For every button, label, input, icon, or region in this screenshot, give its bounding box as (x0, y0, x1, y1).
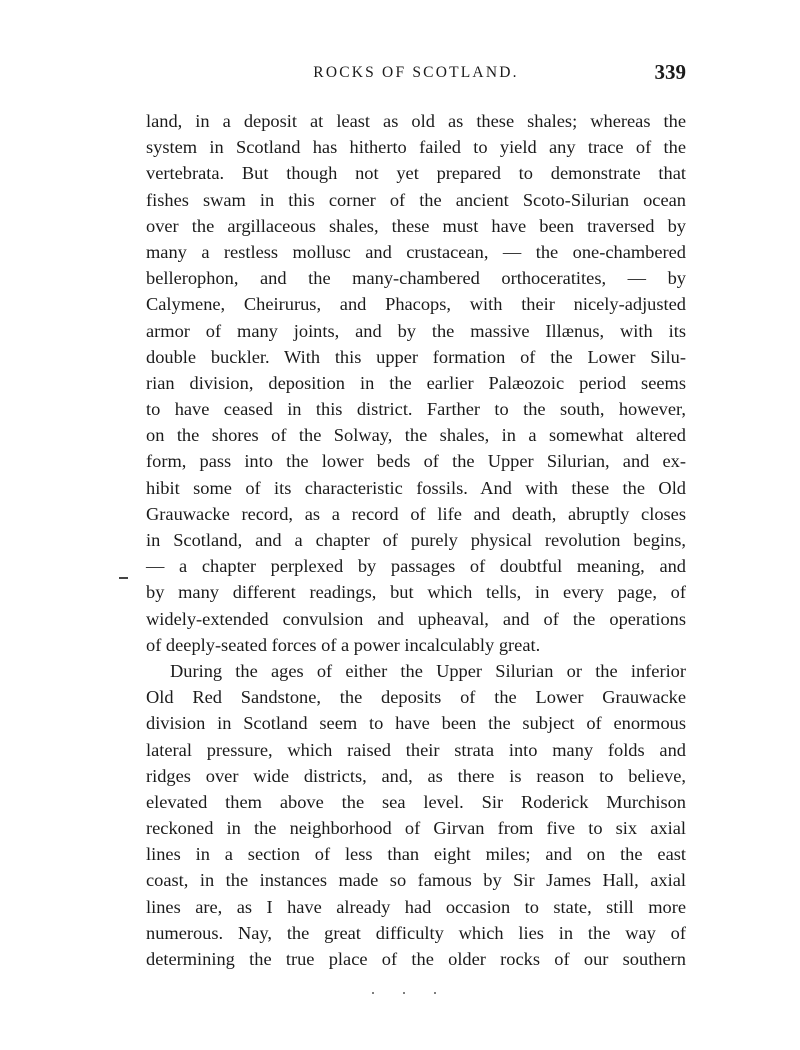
text-line: form, pass into the lower beds of the Upper Silurian, and ex- (146, 451, 686, 472)
text-line: lateral pressure, which raised their strata into many folds and (146, 739, 686, 760)
text-line: over the argillaceous shales, these must have been traversed by (146, 215, 686, 236)
bottom-specks (372, 990, 436, 996)
speck (372, 992, 374, 994)
paragraph-first-line: During the ages of either the Upper Silurian or the inferior (170, 660, 686, 681)
text-line: double buckler. With this upper formation of the Lower Silu- (146, 346, 686, 367)
text-line: vertebrata. But though not yet prepared to demonstrate that (146, 163, 686, 184)
text-line: many a restless mollusc and crustacean, — the one-chambered (146, 241, 686, 262)
text-line: — a chapter perplexed by passages of doubtful meaning, and (146, 556, 686, 577)
text-line: rian division, deposition in the earlier Palæozoic period seems (146, 372, 686, 393)
running-head (146, 60, 686, 90)
text-line: in Scotland, and a chapter of purely physical revolution begins, (146, 530, 686, 550)
text-line: fishes swam in this corner of the ancient Scoto-Silurian ocean (146, 189, 686, 210)
text-line: to have ceased in this district. Farther to the south, however, (146, 399, 686, 420)
text-line: ridges over wide districts, and, as there is reason to believe, (146, 765, 686, 786)
text-line: land, in a deposit at least as old as these shales; whereas the (146, 111, 686, 131)
text-line: determining the true place of the older rocks of our southern (146, 949, 686, 969)
paragraph-last-line: of deeply-seated forces of a power incalculably great. (146, 634, 541, 655)
text-line: by many different readings, but which tells, in every page, of (146, 582, 686, 603)
margin-mark (119, 577, 128, 579)
text-line: widely-extended convulsion and upheaval, and of the operations (146, 608, 686, 629)
text-line: Calymene, Cheirurus, and Phacops, with their nicely-adjusted (146, 294, 686, 315)
text-line: Grauwacke record, as a record of life and death, abruptly closes (146, 503, 686, 524)
text-line: coast, in the instances made so famous by Sir James Hall, axial (146, 870, 686, 891)
body-text (146, 108, 686, 972)
text-line: Old Red Sandstone, the deposits of the Lower Grauwacke (146, 687, 686, 708)
text-line: system in Scotland has hitherto failed to yield any trace of the (146, 137, 686, 158)
speck (403, 992, 405, 994)
text-line: numerous. Nay, the great difficulty which lies in the way of (146, 922, 686, 943)
text-line: lines are, as I have already had occasion to state, still more (146, 896, 686, 917)
text-line: lines in a section of less than eight miles; and on the east (146, 844, 686, 865)
text-line: bellerophon, and the many-chambered orthoceratites, — by (146, 268, 686, 289)
page-number: 339 (654, 60, 686, 84)
text-line: elevated them above the sea level. Sir Roderick Murchison (146, 791, 686, 812)
speck (434, 992, 436, 994)
text-line: division in Scotland seem to have been the subject of enormous (146, 713, 686, 734)
text-line: on the shores of the Solway, the shales, in a somewhat altered (146, 425, 686, 446)
text-line: reckoned in the neighborhood of Girvan from five to six axial (146, 818, 686, 839)
text-line: armor of many joints, and by the massive Illænus, with its (146, 320, 686, 341)
text-line: hibit some of its characteristic fossils. And with these the Old (146, 477, 686, 498)
running-title: ROCKS OF SCOTLAND. (313, 64, 519, 81)
